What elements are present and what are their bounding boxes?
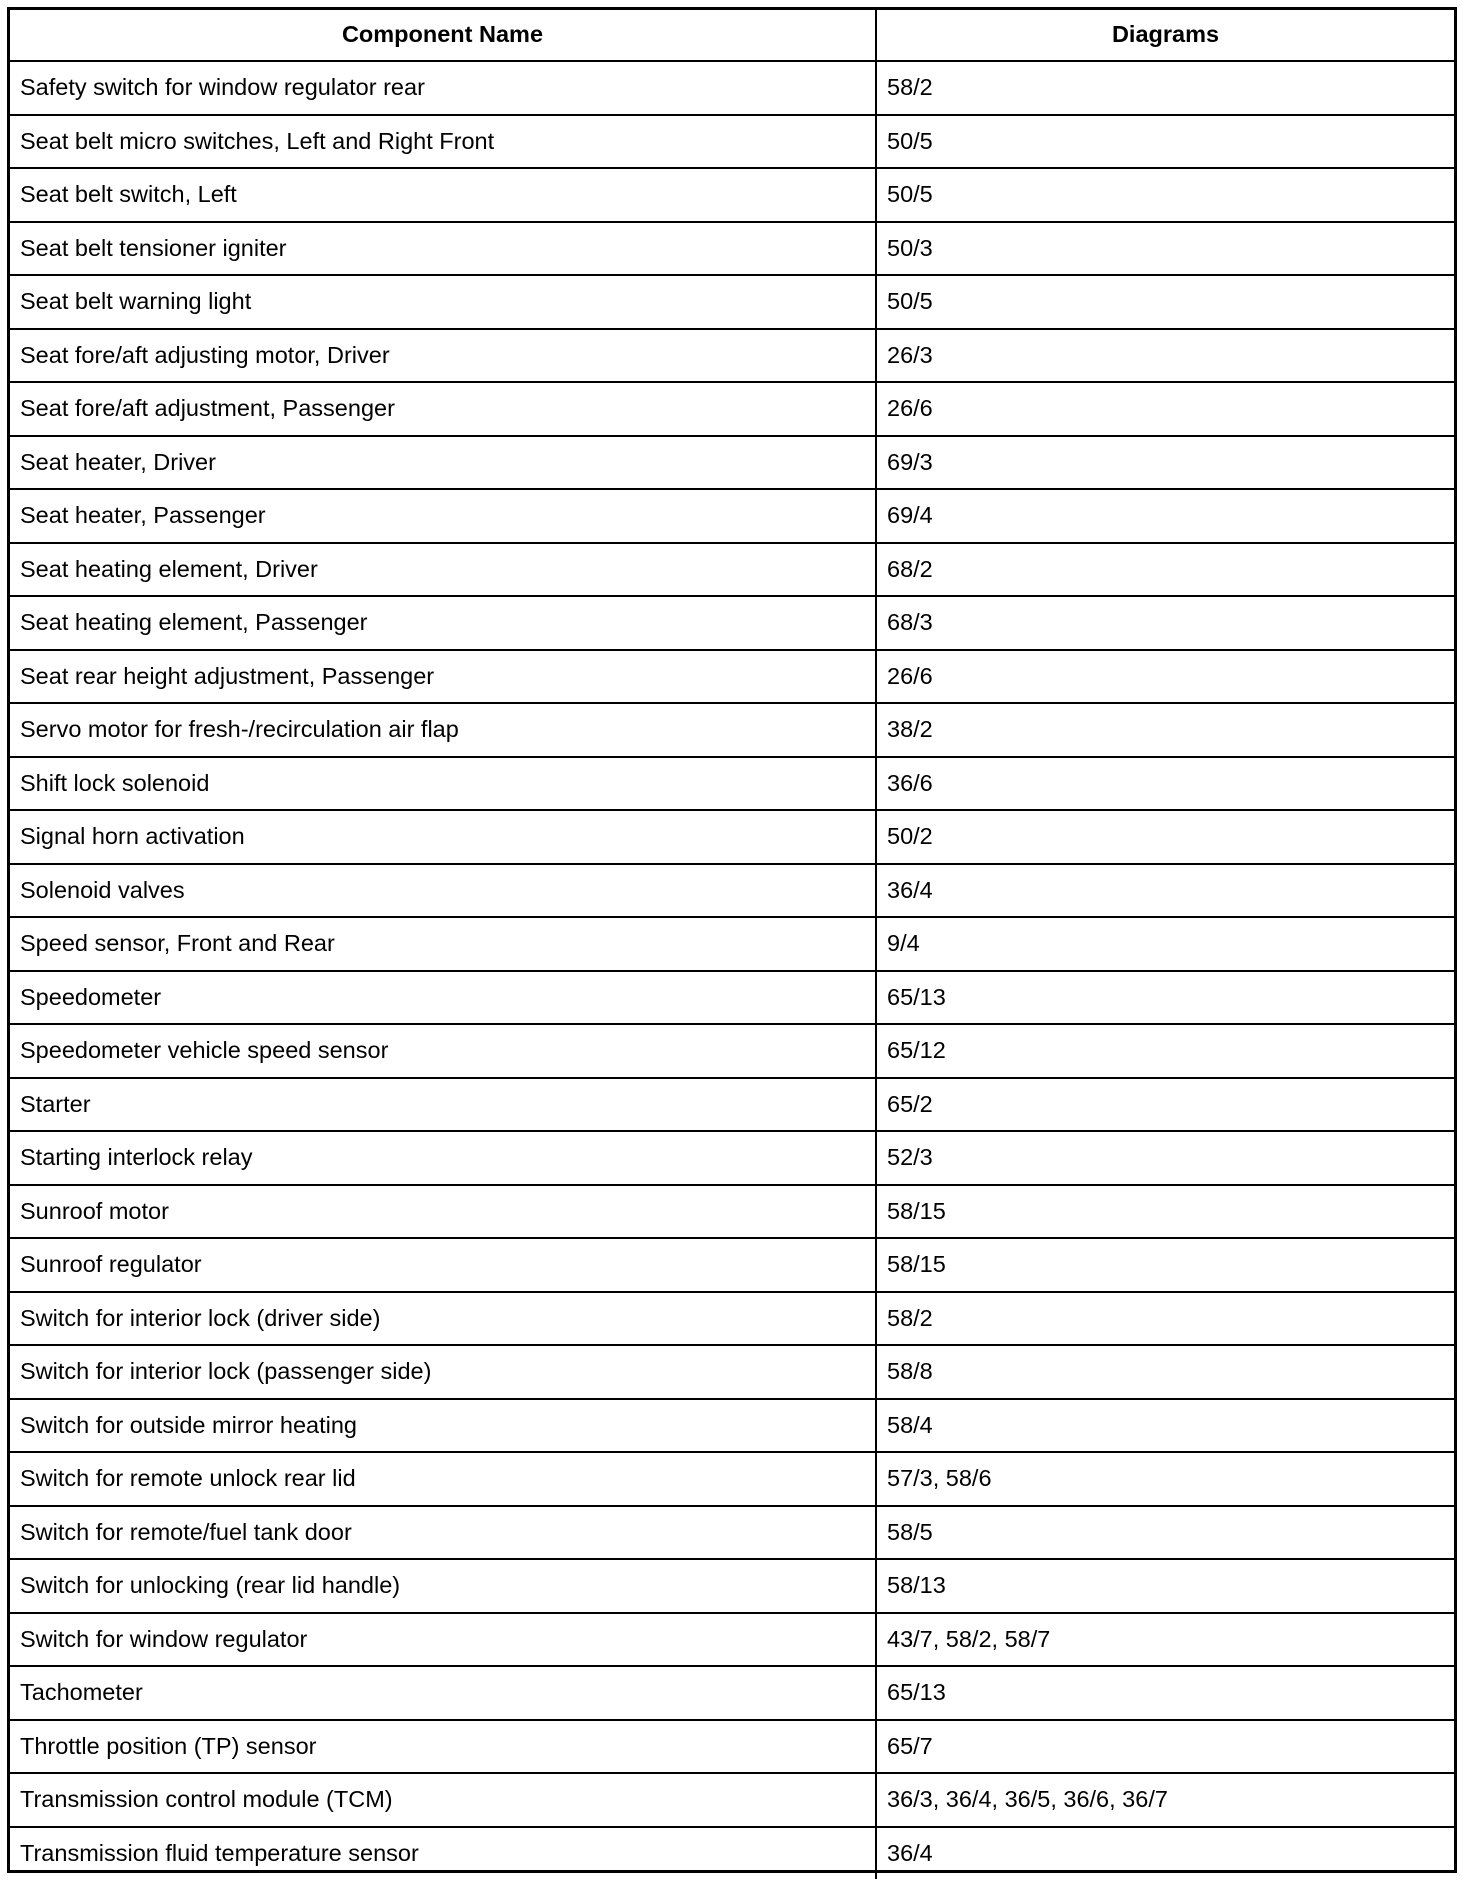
component-name-cell: Seat belt tensioner igniter xyxy=(10,222,876,276)
diagrams-cell: 50/5 xyxy=(876,115,1454,169)
diagrams-cell: 58/5 xyxy=(876,1506,1454,1560)
diagrams-cell: 68/3 xyxy=(876,596,1454,650)
table-row xyxy=(10,1399,1454,1453)
diagrams-cell: 65/2 xyxy=(876,1078,1454,1132)
diagrams-cell: 58/13 xyxy=(876,1559,1454,1613)
column-header-diagrams: Diagrams xyxy=(876,10,1454,61)
table-row xyxy=(10,382,1454,436)
component-name-cell: Speedometer vehicle speed sensor xyxy=(10,1024,876,1078)
diagrams-cell: 57/3, 58/6 xyxy=(876,1452,1454,1506)
table-row xyxy=(10,1452,1454,1506)
table-row xyxy=(10,1292,1454,1346)
diagrams-cell: 69/3 xyxy=(876,436,1454,490)
table-row xyxy=(10,1238,1454,1292)
table-row xyxy=(10,543,1454,597)
table-row xyxy=(10,1559,1454,1613)
component-name-cell: Seat belt micro switches, Left and Right Front xyxy=(10,115,876,169)
diagrams-cell: 50/5 xyxy=(876,275,1454,329)
component-name-cell: Signal horn activation xyxy=(10,810,876,864)
diagrams-cell: 65/13 xyxy=(876,1666,1454,1720)
component-name-cell: Throttle position (TP) sensor xyxy=(10,1720,876,1774)
diagrams-cell: 58/4 xyxy=(876,1399,1454,1453)
table-row xyxy=(10,1131,1454,1185)
diagrams-cell: 65/7 xyxy=(876,1720,1454,1774)
table-row xyxy=(10,115,1454,169)
diagrams-cell: 9/4 xyxy=(876,917,1454,971)
table-row xyxy=(10,489,1454,543)
component-name-cell: Seat rear height adjustment, Passenger xyxy=(10,650,876,704)
diagrams-cell: 36/4 xyxy=(876,864,1454,918)
diagrams-cell: 58/2 xyxy=(876,61,1454,115)
table-row xyxy=(10,61,1454,115)
diagrams-cell: 50/3 xyxy=(876,222,1454,276)
table-row xyxy=(10,1666,1454,1720)
table-row xyxy=(10,168,1454,222)
table-row xyxy=(10,1078,1454,1132)
component-name-cell: Switch for unlocking (rear lid handle) xyxy=(10,1559,876,1613)
table-row xyxy=(10,757,1454,811)
diagrams-cell: 58/8 xyxy=(876,1345,1454,1399)
table-row xyxy=(10,1506,1454,1560)
component-name-cell: Switch for remote/fuel tank door xyxy=(10,1506,876,1560)
diagrams-cell: 65/12 xyxy=(876,1024,1454,1078)
table-row xyxy=(10,329,1454,383)
component-name-cell: Speed sensor, Front and Rear xyxy=(10,917,876,971)
component-name-cell: Transmission fluid temperature sensor xyxy=(10,1827,876,1880)
component-index-table-frame xyxy=(7,7,1457,1873)
component-name-cell: Transmission control module (TCM) xyxy=(10,1773,876,1827)
component-name-cell: Switch for outside mirror heating xyxy=(10,1399,876,1453)
component-name-cell: Seat heater, Driver xyxy=(10,436,876,490)
table-row xyxy=(10,1773,1454,1827)
table-row xyxy=(10,917,1454,971)
component-name-cell: Switch for window regulator xyxy=(10,1613,876,1667)
table-row xyxy=(10,1345,1454,1399)
component-name-cell: Speedometer xyxy=(10,971,876,1025)
component-name-cell: Seat heating element, Driver xyxy=(10,543,876,597)
table-row xyxy=(10,1720,1454,1774)
table-row xyxy=(10,1613,1454,1667)
component-name-cell: Sunroof regulator xyxy=(10,1238,876,1292)
table-row xyxy=(10,703,1454,757)
table-row xyxy=(10,436,1454,490)
diagrams-cell: 36/6 xyxy=(876,757,1454,811)
component-name-cell: Seat fore/aft adjusting motor, Driver xyxy=(10,329,876,383)
component-name-cell: Starter xyxy=(10,1078,876,1132)
component-name-cell: Seat belt switch, Left xyxy=(10,168,876,222)
header-row xyxy=(10,10,1454,61)
diagrams-cell: 50/5 xyxy=(876,168,1454,222)
table-row xyxy=(10,275,1454,329)
diagrams-cell: 26/6 xyxy=(876,382,1454,436)
component-name-cell: Switch for remote unlock rear lid xyxy=(10,1452,876,1506)
component-name-cell: Sunroof motor xyxy=(10,1185,876,1239)
component-name-cell: Solenoid valves xyxy=(10,864,876,918)
component-name-cell: Seat heater, Passenger xyxy=(10,489,876,543)
component-name-cell: Tachometer xyxy=(10,1666,876,1720)
table-row xyxy=(10,1024,1454,1078)
component-name-cell: Seat heating element, Passenger xyxy=(10,596,876,650)
component-name-cell: Seat fore/aft adjustment, Passenger xyxy=(10,382,876,436)
component-name-cell: Starting interlock relay xyxy=(10,1131,876,1185)
table-row xyxy=(10,971,1454,1025)
diagrams-cell: 52/3 xyxy=(876,1131,1454,1185)
component-name-cell: Switch for interior lock (passenger side) xyxy=(10,1345,876,1399)
component-index-table xyxy=(10,10,1454,1879)
component-name-cell: Shift lock solenoid xyxy=(10,757,876,811)
diagrams-cell: 38/2 xyxy=(876,703,1454,757)
column-header-component-name: Component Name xyxy=(10,10,876,61)
diagrams-cell: 36/3, 36/4, 36/5, 36/6, 36/7 xyxy=(876,1773,1454,1827)
diagrams-cell: 36/4 xyxy=(876,1827,1454,1880)
diagrams-cell: 69/4 xyxy=(876,489,1454,543)
table-row xyxy=(10,650,1454,704)
diagrams-cell: 65/13 xyxy=(876,971,1454,1025)
diagrams-cell: 68/2 xyxy=(876,543,1454,597)
diagrams-cell: 58/15 xyxy=(876,1185,1454,1239)
table-row xyxy=(10,1827,1454,1880)
diagrams-cell: 26/6 xyxy=(876,650,1454,704)
component-name-cell: Switch for interior lock (driver side) xyxy=(10,1292,876,1346)
diagrams-cell: 26/3 xyxy=(876,329,1454,383)
table-row xyxy=(10,222,1454,276)
table-row xyxy=(10,596,1454,650)
diagrams-cell: 50/2 xyxy=(876,810,1454,864)
component-name-cell: Servo motor for fresh-/recirculation air flap xyxy=(10,703,876,757)
table-row xyxy=(10,810,1454,864)
diagrams-cell: 58/2 xyxy=(876,1292,1454,1346)
diagrams-cell: 58/15 xyxy=(876,1238,1454,1292)
table-row xyxy=(10,864,1454,918)
component-name-cell: Safety switch for window regulator rear xyxy=(10,61,876,115)
diagrams-cell: 43/7, 58/2, 58/7 xyxy=(876,1613,1454,1667)
component-name-cell: Seat belt warning light xyxy=(10,275,876,329)
table-row xyxy=(10,1185,1454,1239)
